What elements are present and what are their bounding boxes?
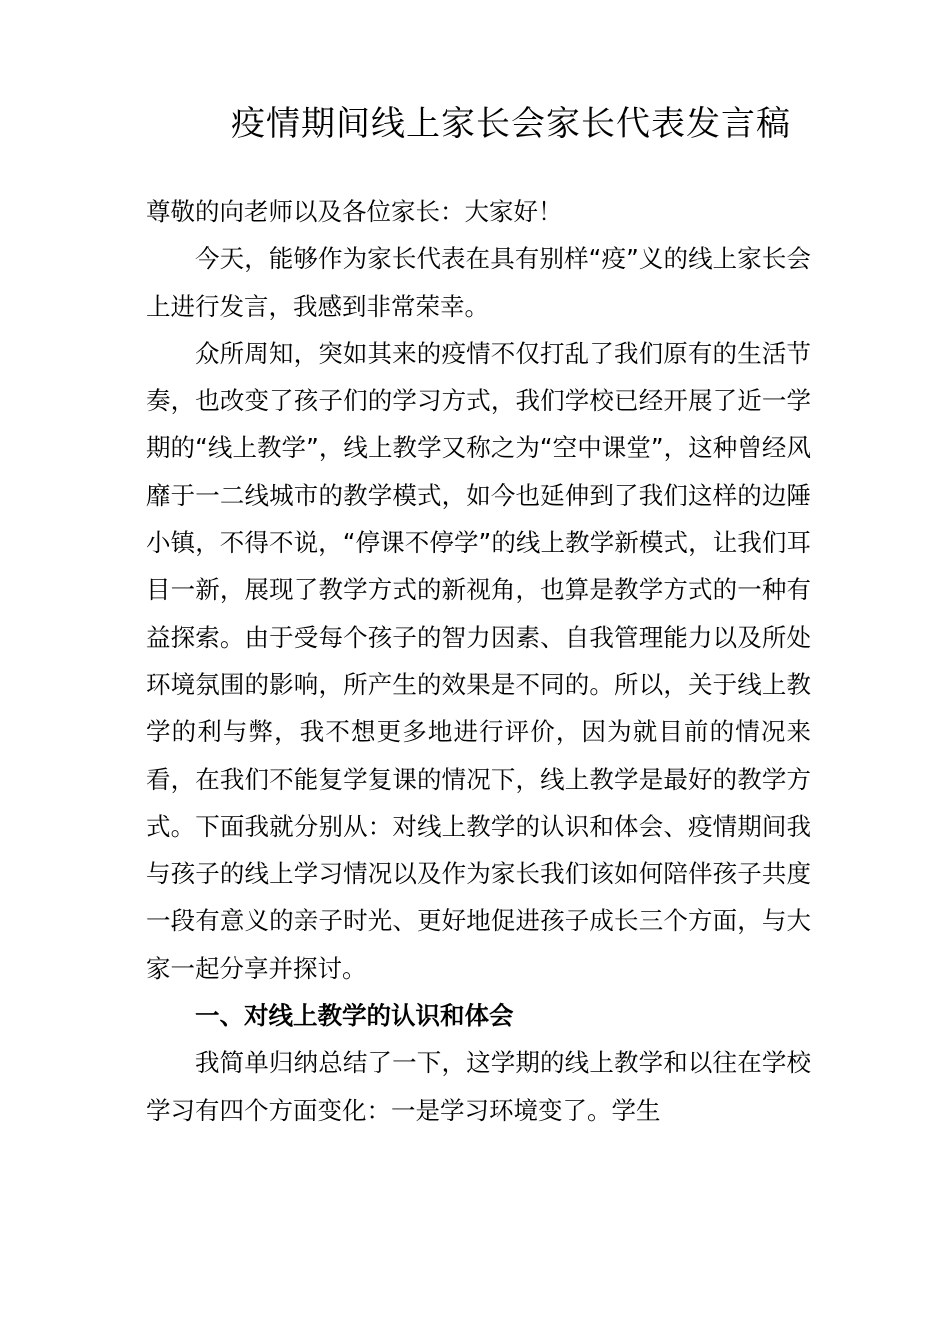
section-heading: 一、对线上教学的认识和体会 xyxy=(195,1001,514,1031)
document-body xyxy=(146,188,811,1134)
paragraph-intro: 今天，能够作为家长代表在具有别样“疫”义的线上家长会上进行发言，我感到非常荣幸。 xyxy=(146,244,811,321)
document-title: 疫情期间线上家长会家长代表发言稿 xyxy=(231,104,791,144)
paragraph-main: 众所周知，突如其来的疫情不仅打乱了我们原有的生活节奏，也改变了孩子们的学习方式，我们学校已经开展了近一学期的“线上教学”，线上教学又称之为“空中课堂”，这种曾经风靡于一二线城市的教学模式，如今也延伸到了我们这样的边陲小镇，不得不说，“停课不停学”的线上教学新模式，让我们耳目一新，展现了教学方式的新视角，也算是教学方式的一种有益探索。由于受每个孩子的智力因素、自我管理能力以及所处环境氛围的影响，所产生的效果是不同的。所以，关于线上教学的利与弊，我不想更多地进行评价，因为就目前的情况来看，在我们不能复学复课的情况下，线上教学是最好的教学方式。下面我就分别从：对线上教学的认识和体会、疫情期间我与孩子的线上学习情况以及作为家长我们该如何陪伴孩子共度一段有意义的亲子时光、更好地促进孩子成长三个方面，与大家一起分享并探讨。 xyxy=(146,338,811,983)
section-paragraph: 我简单归纳总结了一下，这学期的线上教学和以往在学校学习有四个方面变化：一是学习环境变了。学生 xyxy=(146,1048,811,1125)
greeting-line: 尊敬的向老师以及各位家长：大家好！ xyxy=(146,197,563,226)
